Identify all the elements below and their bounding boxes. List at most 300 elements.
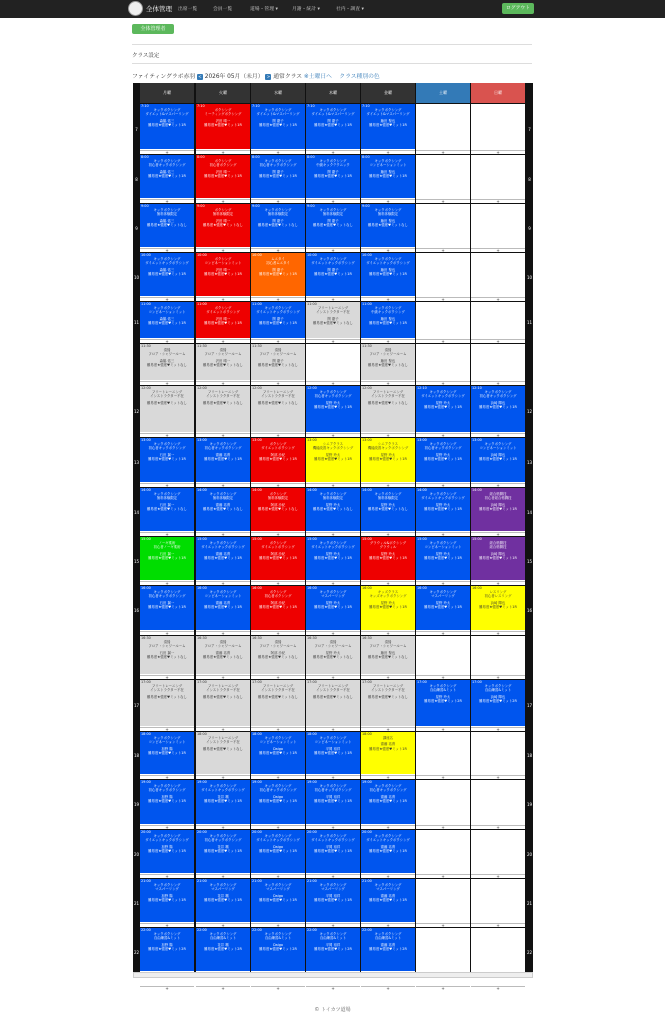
add-class-button[interactable]: + bbox=[416, 581, 470, 585]
next-month-button[interactable]: > bbox=[266, 73, 271, 79]
class-block[interactable] bbox=[140, 155, 194, 198]
class-block[interactable] bbox=[140, 302, 194, 338]
class-block[interactable] bbox=[196, 302, 250, 338]
class-block[interactable] bbox=[251, 780, 305, 824]
add-class-button[interactable]: + bbox=[306, 874, 360, 878]
class-block[interactable] bbox=[196, 438, 250, 482]
instructor-name: Daigo bbox=[273, 844, 283, 849]
add-class-button[interactable]: + bbox=[251, 775, 305, 779]
class-name: ダイエットキックボクシング bbox=[256, 310, 300, 315]
class-name: フロア・シャワールーム bbox=[369, 352, 407, 357]
add-class-button[interactable]: + bbox=[416, 775, 470, 779]
class-time: 14:00 bbox=[472, 488, 482, 492]
instructor-name: 平岡 裕祥 bbox=[325, 794, 341, 799]
day-header: 日曜 bbox=[471, 83, 525, 103]
class-block[interactable] bbox=[140, 636, 194, 674]
add-class-button[interactable]: + bbox=[140, 825, 194, 829]
add-class-button[interactable]: + bbox=[361, 923, 415, 927]
class-block[interactable] bbox=[361, 204, 415, 247]
hour-label: 16 bbox=[133, 608, 140, 613]
class-block[interactable] bbox=[251, 636, 305, 674]
instructor-name: 齋藤 祐貴 bbox=[215, 452, 231, 457]
class-block[interactable] bbox=[306, 830, 360, 873]
add-class-button[interactable]: + bbox=[471, 199, 525, 203]
schedule-cell bbox=[140, 155, 194, 203]
class-time: 11:00 bbox=[252, 302, 262, 306]
add-class-button[interactable]: + bbox=[306, 339, 360, 343]
class-block[interactable] bbox=[251, 386, 305, 432]
class-block[interactable] bbox=[416, 537, 470, 580]
instructor-name: 花井 颯 bbox=[217, 893, 229, 898]
class-block[interactable] bbox=[471, 386, 525, 432]
class-block[interactable] bbox=[416, 386, 470, 432]
class-block[interactable] bbox=[251, 830, 305, 873]
add-class-button[interactable]: + bbox=[306, 775, 360, 779]
class-color-link[interactable]: クラス種別の色 bbox=[339, 74, 380, 80]
class-category: キックボクシング bbox=[209, 541, 237, 546]
add-class-button[interactable]: + bbox=[306, 248, 360, 252]
class-block[interactable] bbox=[306, 204, 360, 247]
class-block[interactable] bbox=[306, 253, 360, 296]
class-block[interactable] bbox=[196, 830, 250, 873]
add-class-button[interactable]: + bbox=[140, 150, 194, 154]
add-class-button[interactable]: + bbox=[306, 381, 360, 385]
add-class-button[interactable]: + bbox=[361, 581, 415, 585]
class-block[interactable] bbox=[251, 928, 305, 971]
class-block[interactable] bbox=[361, 879, 415, 922]
class-block[interactable] bbox=[306, 586, 360, 630]
add-class-button[interactable]: + bbox=[196, 923, 250, 927]
class-time: 19:00 bbox=[252, 780, 262, 784]
class-block[interactable] bbox=[251, 253, 305, 296]
add-class-button[interactable]: + bbox=[140, 727, 194, 731]
add-class-button[interactable]: + bbox=[471, 483, 525, 487]
class-block[interactable] bbox=[251, 488, 305, 531]
add-class-button[interactable]: + bbox=[361, 675, 415, 679]
add-class-button[interactable]: + bbox=[251, 923, 305, 927]
class-category: キックボクシング bbox=[153, 736, 181, 741]
instructor-name: 齋藤 祐貴 bbox=[215, 502, 231, 507]
add-class-button[interactable]: + bbox=[196, 986, 250, 990]
instructor-name: 関 慶子 bbox=[272, 316, 284, 321]
add-class-button[interactable]: + bbox=[196, 339, 250, 343]
add-class-button[interactable]: + bbox=[361, 631, 415, 635]
add-class-button[interactable]: + bbox=[306, 825, 360, 829]
class-block[interactable] bbox=[140, 879, 194, 922]
class-name: 無料体験限定 bbox=[212, 496, 234, 501]
class-category: キックボクシング bbox=[153, 590, 181, 595]
class-block[interactable] bbox=[196, 204, 250, 247]
add-class-button[interactable]: + bbox=[471, 923, 525, 927]
add-class-button[interactable]: + bbox=[306, 483, 360, 487]
class-block[interactable] bbox=[416, 680, 470, 726]
add-class-button[interactable]: + bbox=[306, 631, 360, 635]
instructor-name: 森脇 佑三 bbox=[159, 218, 175, 223]
add-class-button[interactable]: + bbox=[361, 339, 415, 343]
nav-dojo-admin[interactable]: 道場・管理 ▾ bbox=[250, 7, 278, 12]
class-time: 11:30 bbox=[252, 344, 262, 348]
class-name: フロア・シャワールーム bbox=[204, 352, 242, 357]
add-class-button[interactable]: + bbox=[196, 775, 250, 779]
nav-attendance[interactable]: 出席一覧 bbox=[178, 7, 198, 12]
schedule-cell bbox=[361, 204, 415, 252]
class-block[interactable] bbox=[251, 302, 305, 338]
class-block[interactable] bbox=[196, 155, 250, 198]
add-class-button[interactable]: + bbox=[361, 874, 415, 878]
class-name: マスパーリング bbox=[431, 594, 455, 599]
instructor-name: 関 慶子 bbox=[327, 218, 339, 223]
class-block[interactable] bbox=[140, 586, 194, 630]
class-block[interactable] bbox=[140, 253, 194, 296]
add-class-button[interactable]: + bbox=[416, 483, 470, 487]
class-block[interactable] bbox=[140, 732, 194, 774]
class-block[interactable] bbox=[471, 680, 525, 726]
class-block[interactable] bbox=[251, 438, 305, 482]
add-class-button[interactable]: + bbox=[416, 532, 470, 536]
class-block[interactable] bbox=[361, 253, 415, 296]
add-class-button[interactable]: + bbox=[471, 150, 525, 154]
add-class-button[interactable]: + bbox=[361, 727, 415, 731]
class-block[interactable] bbox=[361, 780, 415, 824]
add-class-button[interactable]: + bbox=[471, 775, 525, 779]
add-class-button[interactable]: + bbox=[196, 532, 250, 536]
schedule-cell bbox=[416, 204, 470, 252]
class-block[interactable] bbox=[251, 155, 305, 198]
class-time: 11:00 bbox=[307, 302, 317, 306]
difficulty-label: 難易度★強度♥ミット1R bbox=[204, 798, 242, 803]
add-class-button[interactable]: + bbox=[140, 631, 194, 635]
class-block[interactable] bbox=[361, 830, 415, 873]
add-class-button[interactable]: + bbox=[251, 581, 305, 585]
class-block[interactable] bbox=[416, 586, 470, 630]
class-block[interactable] bbox=[361, 438, 415, 482]
class-block[interactable] bbox=[196, 928, 250, 971]
add-class-button[interactable]: + bbox=[251, 675, 305, 679]
add-class-button[interactable]: + bbox=[251, 825, 305, 829]
add-class-button[interactable]: + bbox=[196, 825, 250, 829]
add-class-button[interactable]: + bbox=[306, 150, 360, 154]
instructor-name: 浜崎 陣也 bbox=[490, 600, 506, 605]
add-class-button[interactable]: + bbox=[416, 433, 470, 437]
add-class-button[interactable]: + bbox=[251, 986, 305, 990]
hour-label: 23 bbox=[526, 981, 533, 986]
add-class-button[interactable]: + bbox=[251, 483, 305, 487]
class-block[interactable] bbox=[306, 680, 360, 726]
add-class-button[interactable]: + bbox=[361, 825, 415, 829]
add-class-button[interactable]: + bbox=[140, 986, 194, 990]
add-class-button[interactable]: + bbox=[251, 727, 305, 731]
add-class-button[interactable]: + bbox=[196, 150, 250, 154]
add-class-button[interactable]: + bbox=[140, 381, 194, 385]
add-class-button[interactable]: + bbox=[416, 248, 470, 252]
class-block[interactable] bbox=[471, 488, 525, 531]
class-block[interactable] bbox=[361, 386, 415, 432]
class-block[interactable] bbox=[140, 386, 194, 432]
add-class-button[interactable]: + bbox=[251, 631, 305, 635]
class-name: ミーティングボクシング bbox=[204, 112, 242, 117]
add-class-button[interactable]: + bbox=[416, 339, 470, 343]
add-class-button[interactable]: + bbox=[196, 199, 250, 203]
class-block[interactable] bbox=[140, 344, 194, 380]
add-class-button[interactable]: + bbox=[416, 986, 470, 990]
class-block[interactable] bbox=[140, 204, 194, 247]
nav-members[interactable]: 会員一覧 bbox=[213, 7, 233, 12]
horizontal-scrollbar[interactable] bbox=[133, 972, 533, 978]
logo-icon[interactable] bbox=[128, 1, 143, 16]
add-class-button[interactable]: + bbox=[416, 150, 470, 154]
add-class-button[interactable]: + bbox=[306, 297, 360, 301]
class-block[interactable] bbox=[361, 732, 415, 774]
add-class-button[interactable]: + bbox=[306, 199, 360, 203]
class-block[interactable] bbox=[471, 537, 525, 580]
add-class-button[interactable]: + bbox=[471, 248, 525, 252]
nav-internal-survey[interactable]: 社内・調査 ▾ bbox=[336, 7, 364, 12]
add-class-button[interactable]: + bbox=[361, 483, 415, 487]
class-block[interactable] bbox=[196, 780, 250, 824]
add-class-button[interactable]: + bbox=[471, 532, 525, 536]
instructor-name: 星野 玲太 bbox=[435, 400, 451, 405]
class-block[interactable] bbox=[361, 344, 415, 380]
add-class-button[interactable]: + bbox=[471, 581, 525, 585]
add-class-button[interactable]: + bbox=[416, 923, 470, 927]
class-name: コンビネーションミット bbox=[369, 163, 407, 168]
difficulty-label: 難易度★強度♥ミット1R bbox=[369, 604, 407, 609]
add-class-button[interactable]: + bbox=[251, 874, 305, 878]
add-class-button[interactable]: + bbox=[361, 433, 415, 437]
add-class-button[interactable]: + bbox=[140, 581, 194, 585]
class-category: フリートレーニング bbox=[207, 390, 239, 395]
class-category: キックボクシング bbox=[209, 590, 237, 595]
class-block[interactable] bbox=[361, 537, 415, 580]
class-category: キックボクシング bbox=[264, 834, 292, 839]
add-class-button[interactable]: + bbox=[306, 986, 360, 990]
class-category: キッズクラス bbox=[377, 590, 399, 595]
add-class-button[interactable]: + bbox=[196, 483, 250, 487]
class-block[interactable] bbox=[251, 732, 305, 774]
class-block[interactable] bbox=[196, 104, 250, 149]
add-class-button[interactable]: + bbox=[416, 199, 470, 203]
add-class-button[interactable]: + bbox=[416, 727, 470, 731]
class-block[interactable] bbox=[196, 680, 250, 726]
schedule-cell bbox=[416, 386, 470, 437]
class-block[interactable] bbox=[471, 438, 525, 482]
add-class-button[interactable]: + bbox=[471, 631, 525, 635]
class-block[interactable] bbox=[361, 302, 415, 338]
class-block[interactable] bbox=[251, 104, 305, 149]
class-category: ボクシング bbox=[269, 492, 287, 497]
add-class-button[interactable]: + bbox=[416, 825, 470, 829]
class-block[interactable] bbox=[306, 155, 360, 198]
class-block[interactable] bbox=[306, 386, 360, 432]
hour-label: 14 bbox=[133, 509, 140, 515]
add-class-button[interactable]: + bbox=[416, 631, 470, 635]
add-class-button[interactable]: + bbox=[196, 874, 250, 878]
add-class-button[interactable]: + bbox=[471, 297, 525, 301]
class-block[interactable] bbox=[306, 732, 360, 774]
add-class-button[interactable]: + bbox=[361, 775, 415, 779]
class-name: 初心者キックボクシング bbox=[148, 446, 186, 451]
add-class-button[interactable]: + bbox=[196, 631, 250, 635]
add-class-button[interactable]: + bbox=[361, 248, 415, 252]
add-class-button[interactable]: + bbox=[140, 675, 194, 679]
class-block[interactable] bbox=[196, 386, 250, 432]
add-class-button[interactable]: + bbox=[251, 199, 305, 203]
class-block[interactable] bbox=[251, 586, 305, 630]
add-class-button[interactable]: + bbox=[251, 297, 305, 301]
add-class-button[interactable]: + bbox=[361, 199, 415, 203]
class-block[interactable] bbox=[361, 928, 415, 971]
class-block[interactable] bbox=[196, 586, 250, 630]
class-block[interactable] bbox=[361, 155, 415, 198]
instructor-name: 星野 玲太 bbox=[435, 694, 451, 699]
nav-monthly-stats[interactable]: 月謝・統計 ▾ bbox=[292, 7, 320, 12]
divider bbox=[132, 63, 532, 64]
add-class-button[interactable]: + bbox=[471, 986, 525, 990]
class-block[interactable] bbox=[251, 204, 305, 247]
add-class-button[interactable]: + bbox=[196, 675, 250, 679]
class-time: 17:00 bbox=[362, 680, 372, 684]
class-block[interactable] bbox=[196, 879, 250, 922]
add-class-button[interactable]: + bbox=[251, 248, 305, 252]
class-name: マスパーリング bbox=[266, 887, 290, 892]
add-class-button[interactable]: + bbox=[140, 339, 194, 343]
class-block[interactable] bbox=[196, 253, 250, 296]
logout-button[interactable]: ログアウト bbox=[502, 3, 534, 14]
add-class-button[interactable]: + bbox=[196, 381, 250, 385]
class-block[interactable] bbox=[140, 104, 194, 149]
class-block[interactable] bbox=[361, 680, 415, 726]
add-class-button[interactable]: + bbox=[361, 986, 415, 990]
schedule-cell bbox=[471, 488, 525, 536]
class-block[interactable] bbox=[251, 344, 305, 380]
add-class-button[interactable]: + bbox=[306, 923, 360, 927]
add-class-button[interactable]: + bbox=[471, 825, 525, 829]
add-class-button[interactable]: + bbox=[416, 381, 470, 385]
add-class-button[interactable]: + bbox=[140, 923, 194, 927]
add-class-button[interactable]: + bbox=[471, 433, 525, 437]
add-class-button[interactable]: + bbox=[196, 727, 250, 731]
schedule-cell bbox=[196, 780, 250, 829]
add-class-button[interactable]: + bbox=[306, 675, 360, 679]
add-class-button[interactable]: + bbox=[196, 433, 250, 437]
add-class-button[interactable]: + bbox=[361, 297, 415, 301]
class-block[interactable] bbox=[416, 438, 470, 482]
add-class-button[interactable]: + bbox=[140, 433, 194, 437]
class-block[interactable] bbox=[140, 438, 194, 482]
add-class-button[interactable]: + bbox=[361, 532, 415, 536]
add-class-button[interactable]: + bbox=[251, 381, 305, 385]
class-block[interactable] bbox=[196, 344, 250, 380]
schedule-cell bbox=[140, 879, 194, 927]
class-block[interactable] bbox=[416, 488, 470, 531]
add-class-button[interactable]: + bbox=[471, 874, 525, 878]
add-class-button[interactable]: + bbox=[140, 874, 194, 878]
class-block[interactable] bbox=[251, 680, 305, 726]
instructor-name: 星野 玲太 bbox=[325, 400, 341, 405]
class-block[interactable] bbox=[251, 879, 305, 922]
class-block[interactable] bbox=[140, 680, 194, 726]
class-block[interactable] bbox=[140, 928, 194, 971]
add-class-button[interactable]: + bbox=[361, 381, 415, 385]
add-class-button[interactable]: + bbox=[471, 339, 525, 343]
add-class-button[interactable]: + bbox=[471, 381, 525, 385]
saturday-link[interactable]: ※土曜日へ bbox=[303, 74, 332, 80]
add-class-button[interactable]: + bbox=[471, 727, 525, 731]
add-class-button[interactable]: + bbox=[140, 532, 194, 536]
class-block[interactable] bbox=[196, 732, 250, 774]
prev-month-button[interactable]: < bbox=[198, 73, 202, 79]
add-class-button[interactable]: + bbox=[140, 199, 194, 203]
class-block[interactable] bbox=[306, 488, 360, 531]
class-block[interactable] bbox=[196, 488, 250, 531]
add-class-button[interactable]: + bbox=[140, 775, 194, 779]
class-category: キックボクシング bbox=[153, 932, 181, 937]
add-class-button[interactable]: + bbox=[251, 339, 305, 343]
class-block[interactable] bbox=[306, 104, 360, 149]
difficulty-label: 難易度★強度♥ミット1R bbox=[369, 271, 407, 276]
add-class-button[interactable]: + bbox=[251, 150, 305, 154]
class-time: 12:00 bbox=[197, 386, 207, 390]
class-block[interactable] bbox=[251, 537, 305, 580]
class-block[interactable] bbox=[361, 488, 415, 531]
add-class-button[interactable]: + bbox=[416, 297, 470, 301]
class-block[interactable] bbox=[306, 438, 360, 482]
class-block[interactable] bbox=[140, 830, 194, 873]
add-class-button[interactable]: + bbox=[196, 297, 250, 301]
class-time: 21:00 bbox=[362, 879, 372, 883]
add-class-button[interactable]: + bbox=[471, 675, 525, 679]
class-block[interactable] bbox=[471, 586, 525, 630]
schedule-cell bbox=[251, 830, 305, 878]
add-class-button[interactable]: + bbox=[361, 150, 415, 154]
add-class-button[interactable]: + bbox=[196, 248, 250, 252]
add-class-button[interactable]: + bbox=[416, 874, 470, 878]
difficulty-label: 難易度★強度♥ミット2R bbox=[314, 946, 352, 951]
add-class-button[interactable]: + bbox=[306, 581, 360, 585]
add-class-button[interactable]: + bbox=[251, 433, 305, 437]
day-header: 月曜 bbox=[140, 83, 194, 103]
add-class-button[interactable]: + bbox=[306, 433, 360, 437]
class-block[interactable] bbox=[196, 636, 250, 674]
add-class-button[interactable]: + bbox=[140, 297, 194, 301]
class-time: 17:00 bbox=[307, 680, 317, 684]
class-block[interactable] bbox=[140, 537, 194, 580]
class-block[interactable] bbox=[306, 780, 360, 824]
class-time: 11:00 bbox=[197, 302, 207, 306]
class-block[interactable] bbox=[306, 879, 360, 922]
class-category: キックボクシング bbox=[153, 784, 181, 789]
section-title: クラス設定 bbox=[132, 53, 160, 59]
add-class-button[interactable]: + bbox=[416, 675, 470, 679]
class-block[interactable] bbox=[361, 586, 415, 630]
add-class-button[interactable]: + bbox=[196, 581, 250, 585]
add-class-button[interactable]: + bbox=[306, 727, 360, 731]
class-block[interactable] bbox=[306, 928, 360, 971]
add-class-button[interactable]: + bbox=[251, 532, 305, 536]
add-class-button[interactable]: + bbox=[140, 248, 194, 252]
class-block[interactable] bbox=[361, 104, 415, 149]
class-block[interactable] bbox=[306, 636, 360, 674]
class-block[interactable] bbox=[306, 537, 360, 580]
add-class-button[interactable]: + bbox=[306, 532, 360, 536]
class-block[interactable] bbox=[196, 537, 250, 580]
class-block[interactable] bbox=[140, 488, 194, 531]
add-class-button[interactable]: + bbox=[140, 483, 194, 487]
class-block[interactable] bbox=[140, 780, 194, 824]
class-block[interactable] bbox=[306, 302, 360, 338]
class-block[interactable] bbox=[361, 636, 415, 674]
nav-title[interactable]: 全体管理 bbox=[146, 5, 172, 13]
